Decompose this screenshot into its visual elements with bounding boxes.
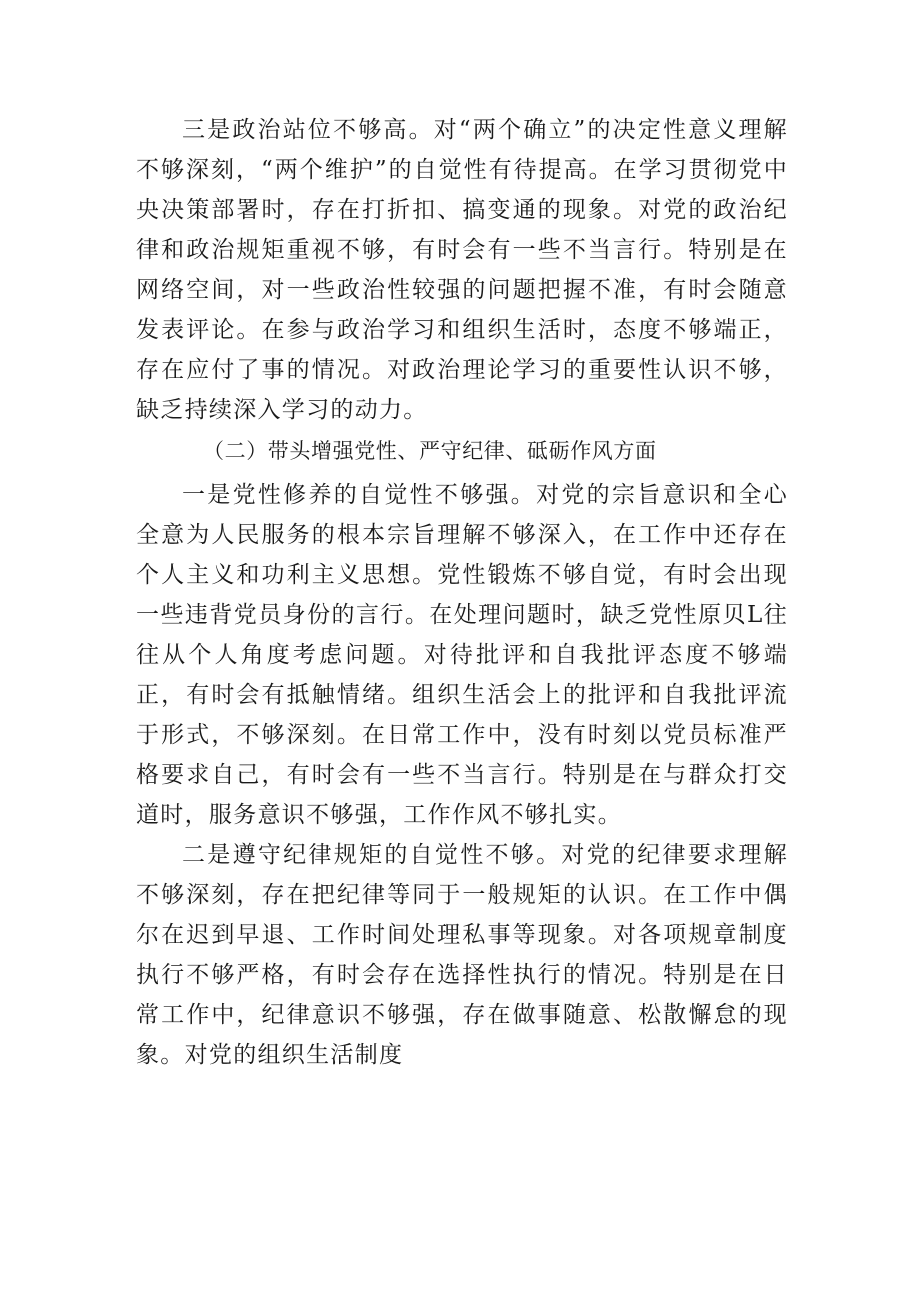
paragraph-discipline: 二是遵守纪律规矩的自觉性不够。对党的纪律要求理解不够深刻，存在把纪律等同于一般规矩的认识。在工作中偶尔在迟到早退、工作时间处理私事等现象。对各项规章制度执行不够严格，有时会存在选择性执行的情况。特别是在日常工作中，纪律意识不够强，存在做事随意、松散懈怠的现象。对党的组织生活制度 [136, 842, 788, 1068]
paragraph-political-stance: 三是政治站位不够高。对“两个确立”的决定性意义理解不够深刻，“两个维护”的自觉性有待提高。在学习贯彻党中央决策部署时，存在打折扣、搞变通的现象。对党的政治纪律和政治规矩重视不够，有时会有一些不当言行。特别是在网络空间，对一些政治性较强的问题把握不准，有时会随意发表评论。在参与政治学习和组织生活时，态度不够端正，存在应付了事的情况。对政治理论学习的重要性认识不够，缺乏持续深入学习的动力。 [136, 117, 788, 423]
section-subheading: （二）带头增强党性、严守纪律、砥砺作风方面 [203, 439, 657, 463]
paragraph-party-spirit: 一是党性修养的自觉性不够强。对党的宗旨意识和全心全意为人民服务的根本宗旨理解不够深入，在工作中还存在个人主义和功利主义思想。党性锻炼不够自觉，有时会出现一些违背党员身份的言行。在处理问题时，缺乏党性原贝L往往从个人角度考虑问题。对待批评和自我批评态度不够端正，有时会有抵触情绪。组织生活会上的批评和自我批评流于形式，不够深刻。在日常工作中，没有时刻以党员标准严格要求自己，有时会有一些不当言行。特别是在与群众打交道时，服务意识不够强，工作作风不够扎实。 [136, 482, 788, 828]
document-body [136, 110, 788, 1075]
